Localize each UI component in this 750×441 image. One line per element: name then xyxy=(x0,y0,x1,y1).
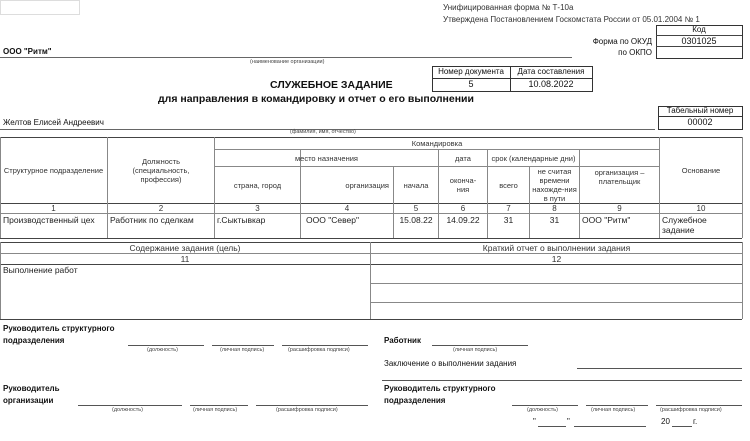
col-number: 7 xyxy=(506,204,511,213)
caption-position: (должность) xyxy=(147,347,178,353)
worker-caption-signature: (личная подпись) xyxy=(453,347,498,353)
date-year-prefix: 20 xyxy=(661,417,670,426)
row-basis: Служебное задание xyxy=(662,215,707,235)
org-head-label-1: Руководитель xyxy=(3,384,60,393)
date-quote-open: " xyxy=(533,417,536,426)
row-city: г.Сыктывкар xyxy=(217,215,266,225)
row-start: 15.08.22 xyxy=(399,215,433,225)
org-caption-decoding: (расшифровка подписи) xyxy=(276,407,338,413)
okpo-label: по ОКПО xyxy=(618,48,652,57)
unit-head-bottom-label-2: подразделения xyxy=(384,396,446,405)
report-header: Краткий отчет о выполнении задания xyxy=(482,242,631,253)
header-total: всего xyxy=(499,180,518,190)
content-header: Содержание задания (цель) xyxy=(129,242,241,253)
col-number: 6 xyxy=(460,204,466,213)
doc-date: 10.08.2022 xyxy=(528,79,574,89)
header-term: срок (календарные дни) xyxy=(491,153,576,163)
date-quote-close: " xyxy=(567,417,570,426)
bottom-caption-signature: (личная подпись) xyxy=(591,407,636,413)
report-col-number: 12 xyxy=(551,253,562,264)
doc-number: 5 xyxy=(468,79,474,89)
row-organization: ООО "Север" xyxy=(306,215,359,225)
unit-head-label-2: подразделения xyxy=(3,336,65,345)
col-number: 9 xyxy=(617,204,622,213)
header-payer: организация – плательщик xyxy=(594,167,645,186)
employee-name: Желтов Елисей Андреевич xyxy=(3,118,104,127)
col-number: 4 xyxy=(344,204,350,213)
bottom-caption-decoding: (расшифровка подписи) xyxy=(660,407,722,413)
header-unit: Структурное подразделение xyxy=(3,166,104,175)
tab-number: 00002 xyxy=(687,117,713,127)
header-end: оконча-ния xyxy=(449,176,477,194)
caption-signature: (личная подпись) xyxy=(220,347,265,353)
document-subtitle: для направления в командировку и отчет о его выполнении xyxy=(158,93,474,105)
corner-box xyxy=(0,0,80,15)
employee-caption: (фамилия, имя, отчество) xyxy=(290,129,356,135)
doc-number-label: Номер документа xyxy=(438,67,504,76)
bottom-caption-position: (должность) xyxy=(527,407,558,413)
organization-name: ООО "Ритм" xyxy=(3,47,52,56)
row-payer: ООО "Ритм" xyxy=(582,215,631,225)
worker-label: Работник xyxy=(384,336,421,345)
col-number: 8 xyxy=(552,204,557,213)
col-number: 1 xyxy=(51,204,56,213)
row-excl-travel: 31 xyxy=(549,215,560,225)
col-number: 2 xyxy=(158,204,164,213)
header-date: дата xyxy=(455,153,471,163)
row-position: Работник по сделкам xyxy=(110,215,194,225)
content-col-number: 11 xyxy=(180,253,190,264)
okud-label: Форма по ОКУД xyxy=(592,37,652,46)
org-caption-signature: (личная подпись) xyxy=(193,407,238,413)
unit-head-bottom-label-1: Руководитель структурного xyxy=(384,384,496,393)
conclusion-label: Заключение о выполнении задания xyxy=(384,359,517,368)
unified-form-label: Унифицированная форма № Т-10а xyxy=(443,3,574,12)
row-unit: Производственный цех xyxy=(3,215,95,225)
doc-date-label: Дата составления xyxy=(517,67,585,76)
caption-decoding: (расшифровка подписи) xyxy=(288,347,350,353)
approval-label: Утверждена Постановлением Госкомстата России от 05.01.2004 № 1 xyxy=(443,15,700,24)
header-country-city: страна, город xyxy=(233,180,282,190)
header-excl-travel: не считая времени нахожде-ния в пути xyxy=(532,167,577,203)
col-number: 3 xyxy=(255,204,260,213)
header-basis: Основание xyxy=(681,166,721,175)
col-number: 10 xyxy=(696,204,706,213)
row-end: 14.09.22 xyxy=(446,215,480,225)
col-number: 5 xyxy=(413,204,419,213)
document-title: СЛУЖЕБНОЕ ЗАДАНИЕ xyxy=(270,79,393,91)
content-text: Выполнение работ xyxy=(3,265,78,275)
org-caption-position: (должность) xyxy=(112,407,143,413)
tab-number-label: Табельный номер xyxy=(666,106,734,115)
header-organization: организация xyxy=(345,180,389,190)
okud-value: 0301025 xyxy=(681,36,717,46)
org-head-label-2: организации xyxy=(3,396,54,405)
header-position: Должность (специальность, профессия) xyxy=(132,157,190,184)
date-year-suffix: г. xyxy=(693,417,698,426)
header-destination: место назначения xyxy=(295,153,358,163)
unit-head-label-1: Руководитель структурного xyxy=(3,324,115,333)
row-total: 31 xyxy=(503,215,514,225)
header-start: начала xyxy=(403,180,429,190)
header-trip: Командировка xyxy=(411,139,463,148)
organization-caption: (наименование организации) xyxy=(250,59,325,65)
code-label: Код xyxy=(692,25,706,34)
